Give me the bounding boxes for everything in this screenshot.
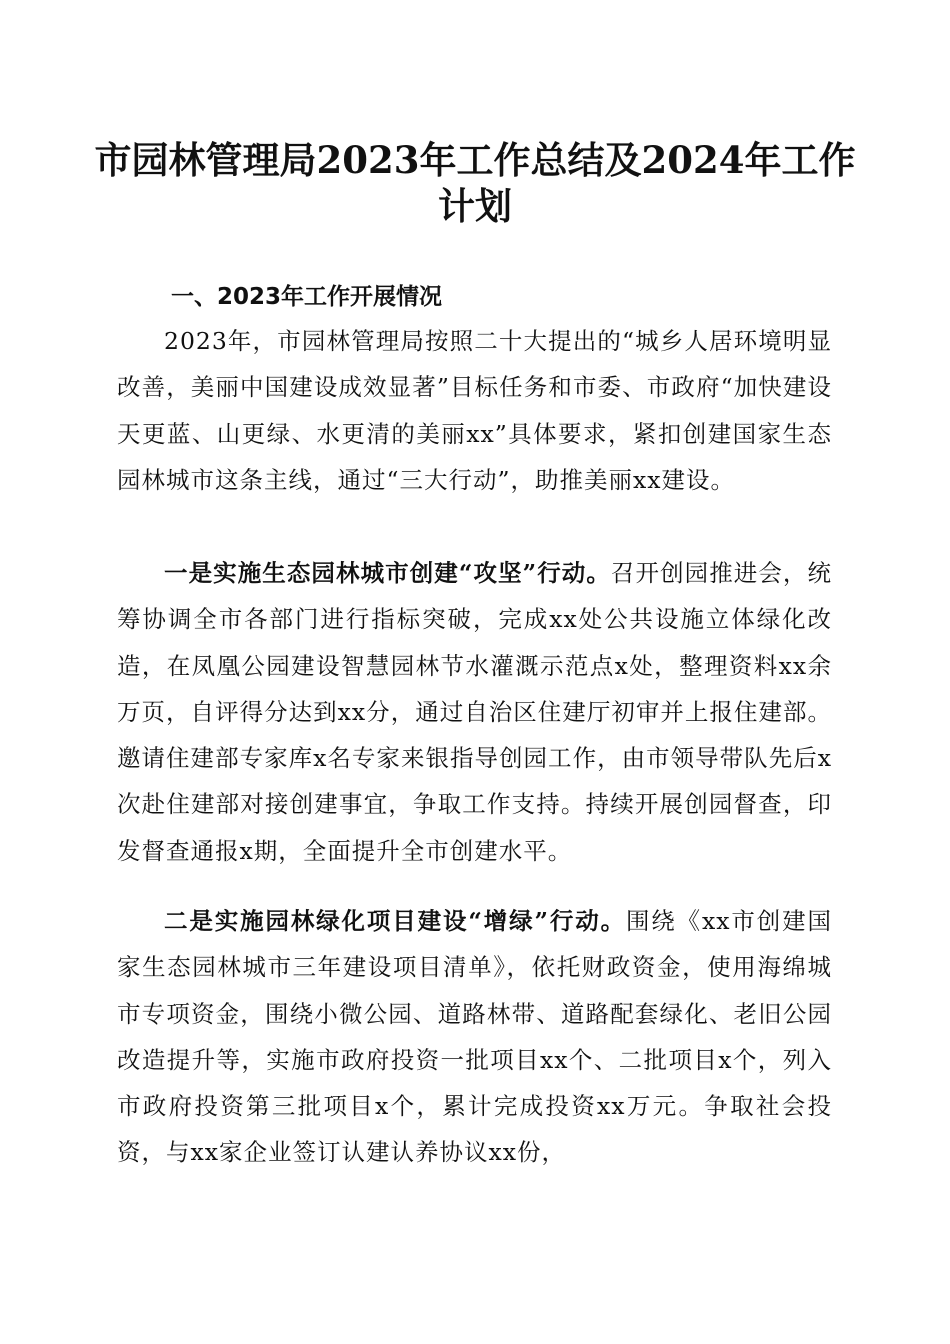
paragraph-action-one [117,550,832,874]
paragraph-intro-text: 2023年，市园林管理局按照二十大提出的“城乡人居环境明显改善，美丽中国建设成效显著”目标任务和市委、市政府“加快建设天更蓝、山更绿、水更清的美丽xx”具体要求，紧扣创建国家生态园林城市这条主线，通过“三大行动”，助推美丽xx建设。 [117,327,832,494]
paragraph-action-one-text: 召开创园推进会，统筹协调全市各部门进行指标突破，完成xx处公共设施立体绿化改造，在凤凰公园建设智慧园林节水灌溉示范点x处，整理资料xx余万页，自评得分达到xx分，通过自治区住建厅初审并上报住建部。邀请住建部专家库x名专家来银指导创园工作，由市领导带队先后x次赴住建部对接创建事宜，争取工作支持。持续开展创园督查，印发督查通报x期，全面提升全市创建水平。 [117,559,833,865]
paragraph-action-two [117,898,832,1176]
section-heading: 一、2023年工作开展情况 [171,284,443,310]
document-title-line-1: 市园林管理局2023年工作总结及2024年工作 [94,138,856,182]
paragraph-action-two-lead: 二是实施园林绿化项目建设“增绿”行动。 [164,907,626,935]
document-title-line-2: 计划 [438,184,512,228]
paragraph-intro [117,318,832,503]
paragraph-action-one-lead: 一是实施生态园林城市创建“攻坚”行动。 [164,559,611,587]
paragraph-action-two-text: 围绕《xx市创建国家生态园林城市三年建设项目清单》，依托财政资金，使用海绵城市专项资金，围绕小微公园、道路林带、道路配套绿化、老旧公园改造提升等，实施市政府投资一批项目xx个、二批项目x个，列入市政府投资第三批项目x个，累计完成投资xx万元。争取社会投资，与xx家企业签订认建认养协议xx份， [117,907,832,1167]
